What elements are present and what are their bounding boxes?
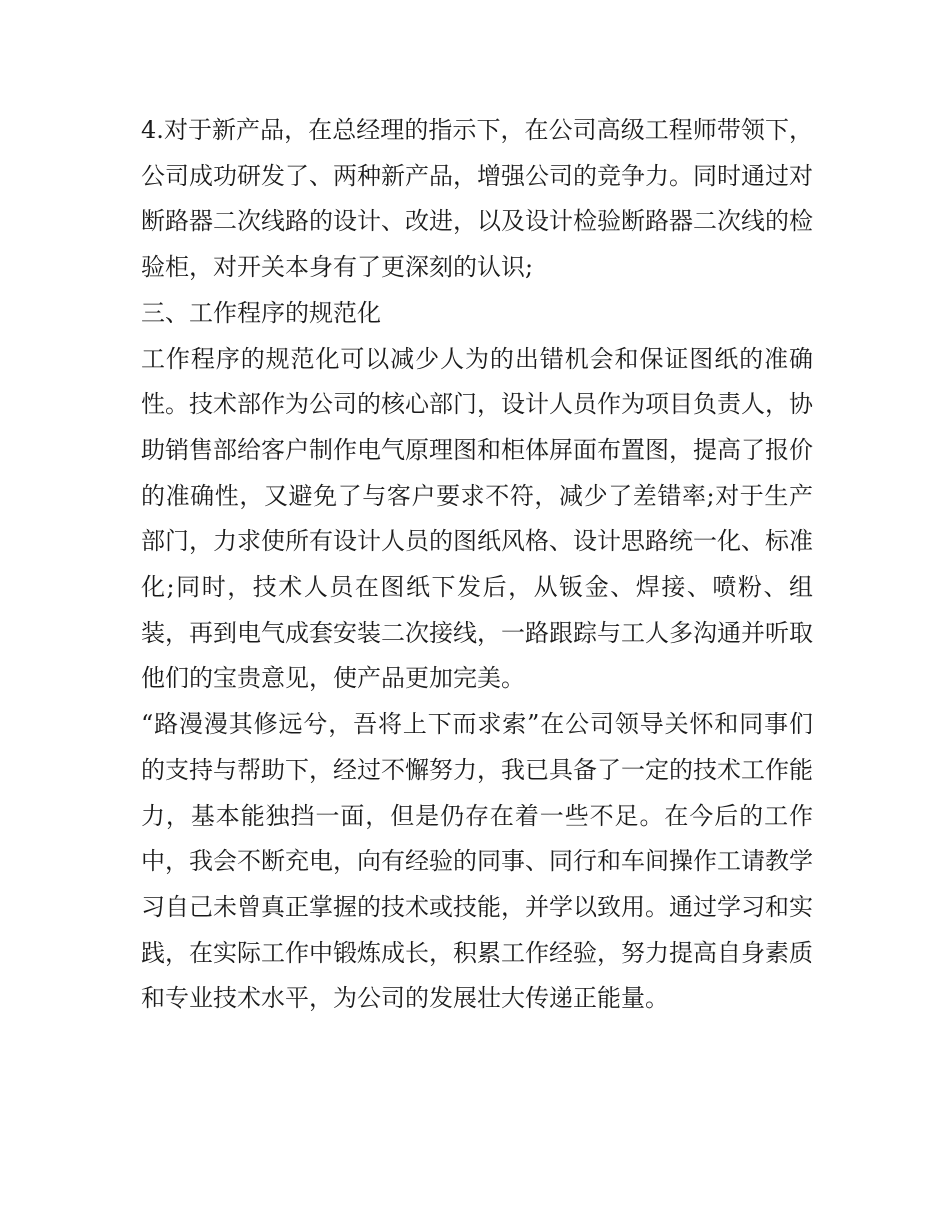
document-body <box>141 108 813 1022</box>
paragraph-conclusion: “路漫漫其修远兮，吾将上下而求索”在公司领导关怀和同事们的支持与帮助下，经过不懈努力，我已具备了一定的技术工作能力，基本能独挡一面，但是仍存在着一些不足。在今后的工作中，我会不断充电，向有经验的同事、同行和车间操作工请教学习自己未曾真正掌握的技术或技能，并学以致用。通过学习和实践，在实际工作中锻炼成长，积累工作经验，努力提高自身素质和专业技术水平，为公司的发展壮大传递正能量。 <box>141 710 813 1013</box>
paragraph-procedure-standardization: 工作程序的规范化可以减少人为的出错机会和保证图纸的准确性。技术部作为公司的核心部门，设计人员作为项目负责人，协助销售部给客户制作电气原理图和柜体屏面布置图，提高了报价的准确性，又避免了与客户要求不符，减少了差错率;对于生产部门，力求使所有设计人员的图纸风格、设计思路统一化、标准化;同时，技术人员在图纸下发后，从钣金、焊接、喷粉、组装，再到电气成套安装二次接线，一路跟踪与工人多沟通并听取他们的宝贵意见，使产品更加完美。 <box>141 344 813 693</box>
section-heading: 三、工作程序的规范化 <box>141 298 381 327</box>
paragraph-new-products: 4.对于新产品，在总经理的指示下，在公司高级工程师带领下，公司成功研发了、两种新产品，增强公司的竞争力。同时通过对断路器二次线路的设计、改进，以及设计检验断路器二次线的检验柜，对开关本身有了更深刻的认识; <box>141 116 813 282</box>
